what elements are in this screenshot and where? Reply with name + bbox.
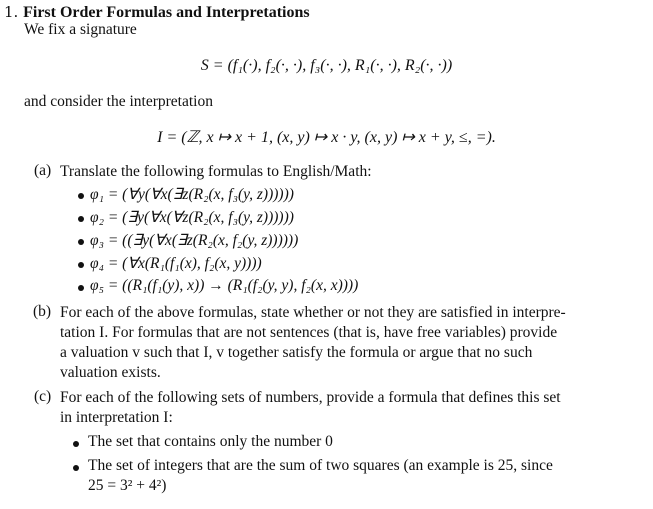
part-b-line: a valuation v such that I, v together satisfy the formula or argue that no such <box>60 344 533 361</box>
bullet-icon <box>78 262 84 268</box>
formula-phi-1: φ₁ = (∀y(∀x(∃z(R₂(x, f₃(y, z)))))) <box>90 186 294 203</box>
set-item-two-squares-cont: 25 = 3² + 4²) <box>88 477 167 494</box>
part-a-text: Translate the following formulas to English/Math: <box>60 163 372 180</box>
set-item-two-squares: The set of integers that are the sum of two squares (an example is 25, since <box>88 457 553 474</box>
part-c-text <box>60 388 620 428</box>
part-b-line: valuation exists. <box>60 364 161 381</box>
formula-phi-4: φ₄ = (∀x(R₁(f₁(x), f₂(x, y)))) <box>90 255 262 272</box>
signature-formula: S = (f₁(·), f₂(·, ·), f₃(·, ·), R₁(·, ·), R₂(·, ·)) <box>200 57 453 74</box>
formula-phi-2: φ₂ = (∃y(∀x(∀z(R₂(x, f₃(y, z)))))) <box>90 209 294 226</box>
bullet-icon <box>78 193 84 199</box>
formula-phi-3: φ₃ = ((∃y(∀x(∃z(R₂(x, f₂(y, z)))))) <box>90 232 299 249</box>
intro-line-2: and consider the interpretation <box>24 93 213 110</box>
part-b-label: (b) <box>33 303 52 320</box>
part-c-line: in interpretation I: <box>60 409 173 426</box>
bullet-icon <box>78 285 84 291</box>
part-b-line: For each of the above formulas, state whether or not they are satisfied in interpre- <box>60 304 566 321</box>
problem-number: 1. <box>4 3 19 21</box>
part-b-line: tation I. For formulas that are not sentences (that is, have free variables) provide <box>60 324 558 341</box>
set-item-zero: The set that contains only the number 0 <box>88 433 333 450</box>
part-a-label: (a) <box>34 162 52 179</box>
part-b-text <box>60 303 620 383</box>
intro-line-1: We fix a signature <box>24 21 137 38</box>
bullet-icon <box>73 441 79 447</box>
problem-title: First Order Formulas and Interpretations <box>23 4 310 21</box>
formula-phi-5: φ₅ = ((R₁(f₁(y), x)) → (R₁(f₂(y, y), f₂(x, x)))) <box>90 277 359 294</box>
bullet-icon <box>73 465 79 471</box>
part-c-line: For each of the following sets of numbers, provide a formula that defines this set <box>60 389 561 406</box>
bullet-icon <box>78 216 84 222</box>
bullet-icon <box>78 239 84 245</box>
interpretation-formula: I = (ℤ, x ↦ x + 1, (x, y) ↦ x · y, (x, y) ↦ x + y, ≤, =). <box>157 129 496 146</box>
part-c-label: (c) <box>34 388 52 405</box>
